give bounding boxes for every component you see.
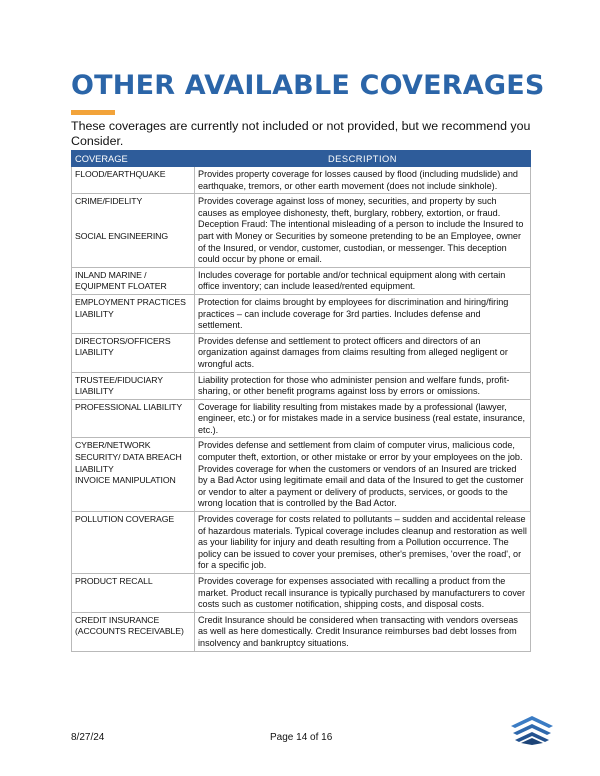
table-row <box>72 294 531 333</box>
coverage-name: FLOOD/EARTHQUAKE <box>72 167 195 194</box>
table-row <box>72 574 531 613</box>
coverage-description: Credit Insurance should be considered when transacting with vendors overseas as well as here domestically. Credit Insurance reimburses bad debt losses from insolvency and bankruptcy situations. <box>195 612 531 651</box>
coverage-name-secondary: INVOICE MANIPULATION <box>75 475 176 486</box>
coverage-description: Coverage for liability resulting from mistakes made by a professional (lawyer, engineer, etc.) or for mistakes made in a service business (real estate, insurance, etc.). <box>195 399 531 438</box>
coverage-description: Provides coverage for expenses associated with recalling a product from the market. Product recall insurance is typically purchased by manufacturers to cover costs such as customer notification, shipping costs, and disposal costs. <box>195 574 531 613</box>
table-row <box>72 512 531 574</box>
intro-text: These coverages are currently not included or not provided, but we recommend you Consider. <box>71 119 531 148</box>
table-row <box>72 267 531 294</box>
coverage-name: INLAND MARINE / EQUIPMENT FLOATER <box>72 267 195 294</box>
coverage-table <box>71 150 531 652</box>
coverage-name: PRODUCT RECALL <box>72 574 195 613</box>
coverage-description: Liability protection for those who administer pension and welfare funds, profit-sharing, or other benefit programs against loss by errors or omissions. <box>195 372 531 399</box>
column-header-description: DESCRIPTION <box>195 151 531 167</box>
coverage-name: CRIME/FIDELITY <box>75 196 143 207</box>
page-title: OTHER AVAILABLE COVERAGES <box>71 70 545 101</box>
coverage-description-cell <box>195 194 531 268</box>
stacked-chevron-logo-icon <box>509 714 555 746</box>
table-row <box>72 438 531 512</box>
coverage-description: Includes coverage for portable and/or technical equipment along with certain office inventory; can include leased/rented equipment. <box>195 267 531 294</box>
coverage-description: Provides coverage for costs related to pollutants – sudden and accidental release of hazardous materials. Typical coverage includes cleanup and restoration as well as your liability for injury and death resulting from a Pollution occurrence. The policy can be issued to cover your premises, other's premises, 'over the road', or for a specific job. <box>195 512 531 574</box>
coverage-name: CREDIT INSURANCE (ACCOUNTS RECEIVABLE) <box>72 612 195 651</box>
coverage-name: DIRECTORS/OFFICERS LIABILITY <box>72 333 195 372</box>
table-row <box>72 167 531 194</box>
table-row <box>72 399 531 438</box>
coverage-name: PROFESSIONAL LIABILITY <box>72 399 195 438</box>
table-row <box>72 612 531 651</box>
coverage-description-secondary: Provides coverage for when the customers or vendors of an Insured are tricked by a Bad Actor using legitimate email and data of the Insured to get the customer or vendor to alter a payment or delivery of products, services, or goods to the wrong location that is controlled by the Bad Actor. <box>198 463 524 509</box>
coverage-name-cell <box>72 438 195 512</box>
footer-date: 8/27/24 <box>71 732 105 743</box>
coverage-description: Provides defense and settlement from claim of computer virus, malicious code, computer theft, extortion, or other mistake or error by your employees on the job. <box>198 440 523 463</box>
coverage-description: Provides property coverage for losses caused by flood (including mudslide) and earthquake, tremors, or other earth movement (does not include sinkhole). <box>195 167 531 194</box>
footer-page-number: Page 14 of 16 <box>270 732 333 743</box>
table-row <box>72 372 531 399</box>
coverage-name: TRUSTEE/FIDUCIARY LIABILITY <box>72 372 195 399</box>
coverage-name: EMPLOYMENT PRACTICES LIABILITY <box>72 294 195 333</box>
coverage-name: CYBER/NETWORK SECURITY/ DATA BREACH LIABILITY <box>75 440 182 474</box>
coverage-name-cell <box>72 194 195 268</box>
coverage-description-cell <box>195 438 531 512</box>
coverage-name-secondary: SOCIAL ENGINEERING <box>75 230 168 241</box>
table-row <box>72 194 531 268</box>
table-row <box>72 333 531 372</box>
table-header-row <box>72 151 531 167</box>
coverage-name: POLLUTION COVERAGE <box>72 512 195 574</box>
column-header-coverage: COVERAGE <box>72 151 195 167</box>
coverage-description-secondary: Deception Fraud: The intentional misleading of a person to include the Insured to part with Money or Securities by someone pretending to be an Employee, owner of the Insured, or vendor, customer, custodian, or messenger. This deception could occur by phone or email. <box>198 219 524 265</box>
coverage-description: Provides defense and settlement to protect officers and directors of an organization against damages from claims resulting from alleged negligent or wrongful acts. <box>195 333 531 372</box>
coverage-description: Protection for claims brought by employees for discrimination and hiring/firing practices – can include coverage for 3rd parties. Includes defense and settlement. <box>195 294 531 333</box>
title-accent-bar <box>71 110 115 115</box>
coverage-description: Provides coverage against loss of money, securities, and property by such causes as employee dishonesty, theft, burglary, robbery, extortion, or fraud. <box>198 196 501 218</box>
